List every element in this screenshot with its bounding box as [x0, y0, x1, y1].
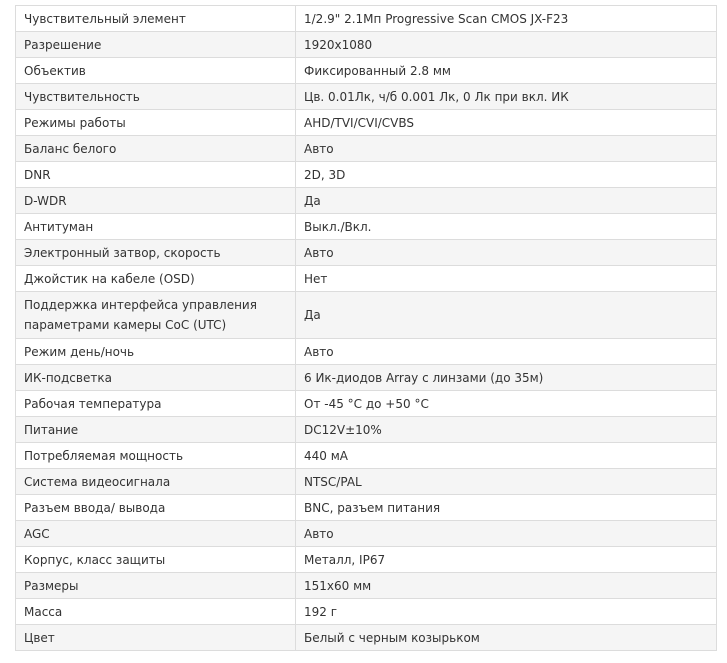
spec-value: От -45 °С до +50 °С — [296, 391, 717, 417]
spec-value: 6 Ик-диодов Array с линзами (до 35м) — [296, 365, 717, 391]
table-row — [16, 495, 717, 521]
table-row — [16, 162, 717, 188]
spec-label: Баланс белого — [16, 136, 296, 162]
table-row — [16, 266, 717, 292]
table-row — [16, 58, 717, 84]
spec-label: Антитуман — [16, 214, 296, 240]
spec-label: Режим день/ночь — [16, 339, 296, 365]
spec-label: Объектив — [16, 58, 296, 84]
specifications-table — [15, 5, 717, 651]
spec-value: Авто — [296, 136, 717, 162]
spec-label: Режимы работы — [16, 110, 296, 136]
spec-label: Размеры — [16, 573, 296, 599]
table-row — [16, 32, 717, 58]
spec-value: Авто — [296, 339, 717, 365]
spec-value: Да — [296, 188, 717, 214]
spec-label: ИК-подсветка — [16, 365, 296, 391]
table-row — [16, 391, 717, 417]
spec-label: Разрешение — [16, 32, 296, 58]
table-row — [16, 240, 717, 266]
spec-value: NTSC/PAL — [296, 469, 717, 495]
table-row — [16, 84, 717, 110]
spec-value: Выкл./Вкл. — [296, 214, 717, 240]
spec-label: Масса — [16, 599, 296, 625]
spec-value: 1/2.9" 2.1Мп Progressive Scan CMOS JX-F23 — [296, 6, 717, 32]
spec-label: AGC — [16, 521, 296, 547]
table-row — [16, 365, 717, 391]
spec-value: Авто — [296, 521, 717, 547]
table-row — [16, 188, 717, 214]
spec-label: Чувствительный элемент — [16, 6, 296, 32]
table-row — [16, 599, 717, 625]
spec-value: Фиксированный 2.8 мм — [296, 58, 717, 84]
table-row — [16, 417, 717, 443]
table-row — [16, 6, 717, 32]
table-row — [16, 136, 717, 162]
spec-value: 2D, 3D — [296, 162, 717, 188]
spec-value: Да — [296, 292, 717, 339]
spec-label: DNR — [16, 162, 296, 188]
spec-value: Белый с черным козырьком — [296, 625, 717, 651]
spec-label: D-WDR — [16, 188, 296, 214]
table-row — [16, 292, 717, 339]
spec-value: Цв. 0.01Лк, ч/б 0.001 Лк, 0 Лк при вкл. ИК — [296, 84, 717, 110]
spec-label: Разъем ввода/ вывода — [16, 495, 296, 521]
spec-value: 1920x1080 — [296, 32, 717, 58]
table-row — [16, 573, 717, 599]
spec-label: Поддержка интерфейса управления параметрами камеры CoC (UTC) — [16, 292, 296, 339]
table-row — [16, 521, 717, 547]
spec-label: Джойстик на кабеле (OSD) — [16, 266, 296, 292]
spec-value: 440 мА — [296, 443, 717, 469]
spec-label: Электронный затвор, скорость — [16, 240, 296, 266]
table-row — [16, 339, 717, 365]
table-row — [16, 110, 717, 136]
spec-label: Корпус, класс защиты — [16, 547, 296, 573]
table-row — [16, 625, 717, 651]
spec-label: Питание — [16, 417, 296, 443]
spec-value: DC12V±10% — [296, 417, 717, 443]
spec-label: Потребляемая мощность — [16, 443, 296, 469]
spec-label: Цвет — [16, 625, 296, 651]
spec-value: Нет — [296, 266, 717, 292]
spec-value: BNC, разъем питания — [296, 495, 717, 521]
spec-value: 151x60 мм — [296, 573, 717, 599]
spec-value: AHD/TVI/CVI/CVBS — [296, 110, 717, 136]
spec-value: Металл, IP67 — [296, 547, 717, 573]
table-row — [16, 214, 717, 240]
table-row — [16, 547, 717, 573]
spec-value: Авто — [296, 240, 717, 266]
spec-label: Рабочая температура — [16, 391, 296, 417]
table-row — [16, 469, 717, 495]
table-row — [16, 443, 717, 469]
spec-label: Система видеосигнала — [16, 469, 296, 495]
spec-label: Чувствительность — [16, 84, 296, 110]
spec-value: 192 г — [296, 599, 717, 625]
